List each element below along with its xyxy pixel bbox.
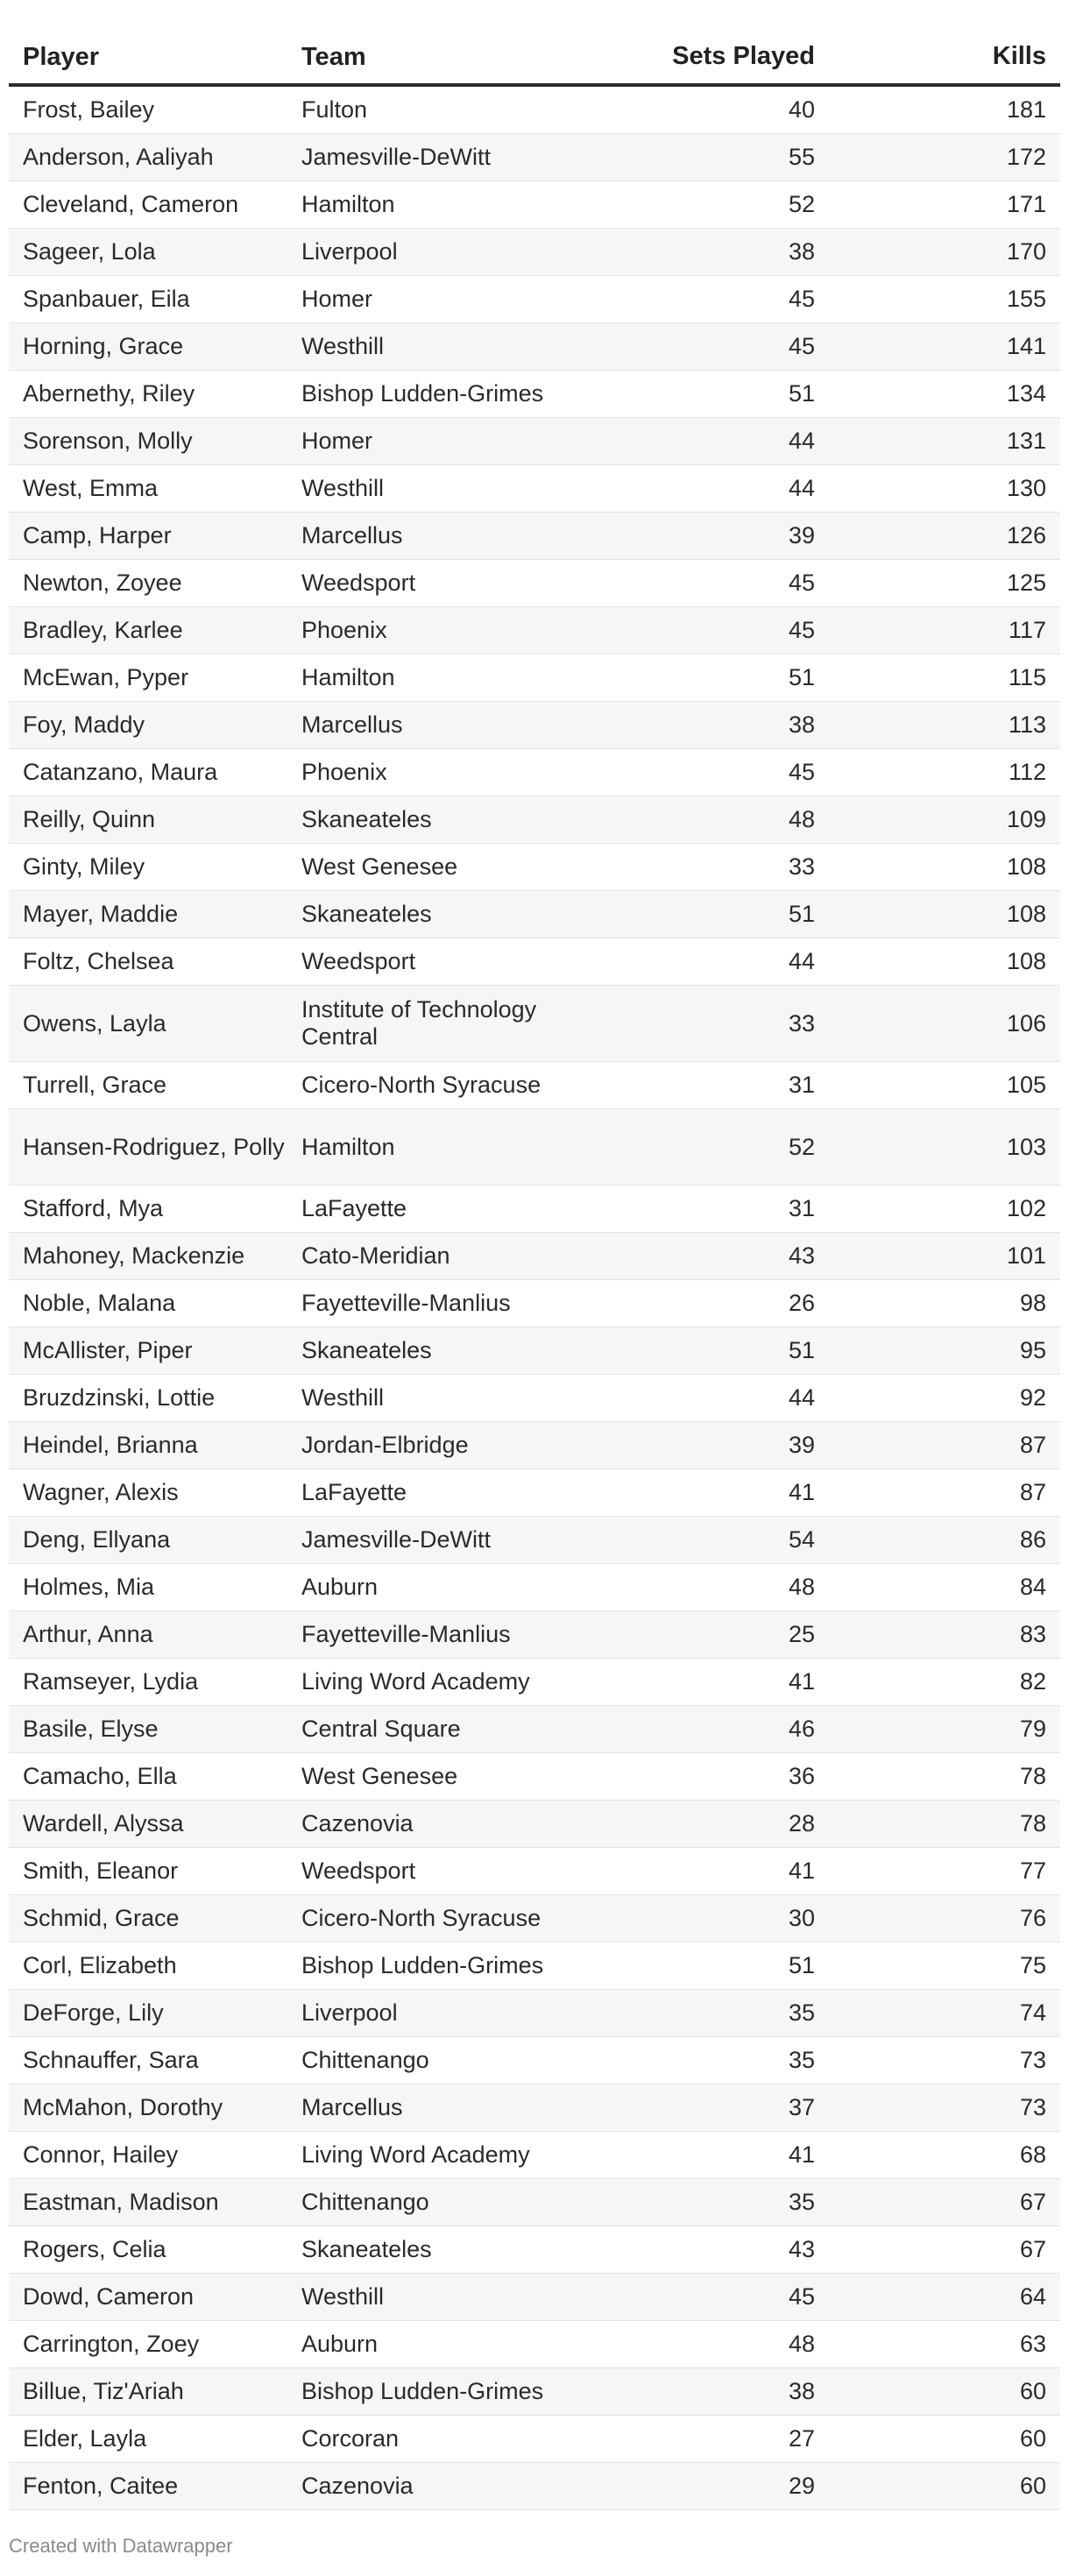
kills-cell: 77 <box>1019 1858 1046 1884</box>
table-row <box>9 229 1060 276</box>
sets-played-cell: 25 <box>788 1621 815 1647</box>
kills-cell: 75 <box>1019 1952 1046 1978</box>
team-cell: Living Word Academy <box>301 1668 530 1695</box>
sets-played-cell: 38 <box>788 238 815 265</box>
table-row <box>9 1564 1060 1611</box>
team-cell: Bishop Ludden-Grimes <box>301 2378 544 2404</box>
kills-cell: 73 <box>1019 2094 1046 2120</box>
sets-played-cell: 48 <box>788 2331 815 2357</box>
kills-cell: 82 <box>1019 1668 1046 1695</box>
table-row <box>9 1801 1060 1848</box>
player-cell: Reilly, Quinn <box>23 806 156 832</box>
sets-played-cell: 45 <box>788 333 815 359</box>
kills-cell: 78 <box>1019 1763 1046 1789</box>
sets-played-cell: 51 <box>788 1952 815 1978</box>
player-cell: Eastman, Madison <box>23 2189 219 2215</box>
table-row <box>9 1848 1060 1895</box>
team-cell: Skaneateles <box>301 2236 432 2262</box>
team-cell: Westhill <box>301 2283 385 2310</box>
player-cell: Dowd, Cameron <box>23 2283 195 2310</box>
sets-played-cell: 44 <box>788 1384 815 1411</box>
kills-cell: 92 <box>1019 1384 1046 1411</box>
team-cell: Cicero-North Syracuse <box>301 1072 542 1098</box>
table-row <box>9 938 1060 986</box>
team-cell: Hamilton <box>301 191 395 217</box>
player-cell: Wagner, Alexis <box>23 1479 179 1505</box>
table-row <box>9 702 1060 749</box>
table-row <box>9 1990 1060 2037</box>
team-cell: Jordan-Elbridge <box>301 1432 469 1458</box>
kills-cell: 63 <box>1019 2331 1046 2357</box>
table-row <box>9 986 1060 1062</box>
kills-cell: 60 <box>1019 2378 1046 2404</box>
team-cell: Bishop Ludden-Grimes <box>301 380 544 407</box>
sets-played-cell: 35 <box>788 2047 815 2073</box>
table-row <box>9 418 1060 465</box>
kills-cell: 172 <box>1006 144 1046 170</box>
column-header-kills: Kills <box>992 42 1046 70</box>
table-row <box>9 2179 1060 2226</box>
kills-cell: 171 <box>1006 191 1046 217</box>
table-row <box>9 2274 1060 2321</box>
sets-played-cell: 44 <box>788 428 815 454</box>
player-cell: Newton, Zoyee <box>23 570 182 596</box>
table-row <box>9 2132 1060 2179</box>
kills-cell: 141 <box>1006 333 1046 359</box>
kills-cell: 117 <box>1008 617 1046 643</box>
player-cell: Horning, Grace <box>23 333 184 359</box>
kills-cell: 134 <box>1006 380 1046 407</box>
table-row <box>9 607 1060 655</box>
table-row <box>9 2368 1060 2416</box>
team-cell: Hamilton <box>301 664 395 690</box>
player-cell: Anderson, Aaliyah <box>23 144 214 170</box>
team-cell: Skaneateles <box>301 806 432 832</box>
team-cell: Skaneateles <box>301 1337 432 1363</box>
kills-cell: 95 <box>1019 1337 1046 1363</box>
sets-played-cell: 46 <box>788 1716 815 1742</box>
table-row <box>9 2463 1060 2510</box>
player-cell: Schnauffer, Sara <box>23 2047 199 2073</box>
table-row <box>9 1233 1060 1280</box>
column-header-sets-played: Sets Played <box>672 42 815 70</box>
kills-cell: 108 <box>1006 901 1046 927</box>
column-header-team: Team <box>301 43 366 71</box>
table-row <box>9 891 1060 938</box>
sets-played-cell: 45 <box>788 617 815 643</box>
column-header-player: Player <box>23 43 100 71</box>
table-row <box>9 371 1060 418</box>
player-cell: Ginty, Miley <box>23 853 145 880</box>
table-row <box>9 1327 1060 1375</box>
sets-played-cell: 45 <box>788 2283 815 2310</box>
kills-cell: 105 <box>1006 1072 1046 1098</box>
table-row <box>9 844 1060 891</box>
sets-played-cell: 45 <box>788 759 815 785</box>
table-row <box>9 1280 1060 1327</box>
table-row <box>9 1943 1060 1990</box>
team-cell: Weedsport <box>301 570 416 596</box>
player-cell: Sageer, Lola <box>23 238 156 265</box>
team-cell: Fayetteville-Manlius <box>301 1621 511 1647</box>
sets-played-cell: 40 <box>788 96 815 123</box>
team-cell: Weedsport <box>301 1858 416 1884</box>
player-cell: McEwan, Pyper <box>23 664 189 690</box>
player-cell: Corl, Elizabeth <box>23 1952 177 1978</box>
sets-played-cell: 41 <box>788 2141 815 2168</box>
player-cell: Camacho, Ella <box>23 1763 177 1789</box>
team-cell: Phoenix <box>301 759 387 785</box>
kills-cell: 131 <box>1006 428 1046 454</box>
team-cell: Cato-Meridian <box>301 1242 450 1269</box>
kills-cell: 67 <box>1019 2189 1046 2215</box>
table-row <box>9 2037 1060 2084</box>
sets-played-cell: 54 <box>788 1526 815 1553</box>
kills-cell: 98 <box>1019 1290 1046 1316</box>
sets-played-cell: 51 <box>788 380 815 407</box>
table-row <box>9 1185 1060 1233</box>
player-cell: Rogers, Celia <box>23 2236 166 2262</box>
sets-played-cell: 41 <box>788 1479 815 1505</box>
kills-cell: 67 <box>1019 2236 1046 2262</box>
kills-cell: 101 <box>1006 1242 1046 1269</box>
kills-cell: 115 <box>1008 664 1046 690</box>
team-cell: Jamesville-DeWitt <box>301 1526 492 1553</box>
table-row <box>9 2416 1060 2463</box>
data-table <box>9 19 1060 2510</box>
player-cell: Hansen-Rodriguez, Polly <box>23 1133 285 1160</box>
kills-cell: 170 <box>1006 238 1046 265</box>
kills-cell: 64 <box>1019 2283 1046 2310</box>
table-row <box>9 323 1060 371</box>
team-cell: Marcellus <box>301 711 403 738</box>
sets-played-cell: 35 <box>788 2189 815 2215</box>
sets-played-cell: 29 <box>788 2473 815 2499</box>
sets-played-cell: 27 <box>788 2425 815 2452</box>
kills-cell: 125 <box>1006 570 1046 596</box>
sets-played-cell: 43 <box>788 2236 815 2262</box>
team-cell: LaFayette <box>301 1479 407 1505</box>
table-row <box>9 2084 1060 2132</box>
player-cell: Owens, Layla <box>23 1009 166 1037</box>
sets-played-cell: 55 <box>788 144 815 170</box>
team-cell: Fulton <box>301 96 368 123</box>
sets-played-cell: 28 <box>788 1810 815 1836</box>
kills-cell: 84 <box>1019 1574 1046 1600</box>
table-row <box>9 749 1060 796</box>
kills-cell: 109 <box>1006 806 1046 832</box>
team-cell: Cazenovia <box>301 2473 414 2499</box>
player-cell: Smith, Eleanor <box>23 1858 179 1884</box>
team-cell: Chittenango <box>301 2047 429 2073</box>
table-row <box>9 2226 1060 2274</box>
player-cell: Spanbauer, Eila <box>23 286 190 312</box>
sets-played-cell: 52 <box>788 1133 815 1160</box>
sets-played-cell: 39 <box>788 1432 815 1458</box>
kills-cell: 76 <box>1019 1905 1046 1931</box>
kills-cell: 87 <box>1019 1432 1046 1458</box>
player-cell: McAllister, Piper <box>23 1337 193 1363</box>
team-cell: Liverpool <box>301 1999 398 2026</box>
player-cell: Connor, Hailey <box>23 2141 179 2168</box>
sets-played-cell: 35 <box>788 1999 815 2026</box>
player-cell: Deng, Ellyana <box>23 1526 171 1553</box>
player-cell: Camp, Harper <box>23 522 172 548</box>
player-cell: Bruzdzinski, Lottie <box>23 1384 216 1411</box>
team-cell: LaFayette <box>301 1195 407 1221</box>
table-row <box>9 1517 1060 1564</box>
kills-cell: 60 <box>1019 2473 1046 2499</box>
kills-cell: 86 <box>1019 1526 1046 1553</box>
team-cell: Weedsport <box>301 948 416 974</box>
team-cell: Liverpool <box>301 238 398 265</box>
kills-cell: 87 <box>1019 1479 1046 1505</box>
sets-played-cell: 37 <box>788 2094 815 2120</box>
kills-cell: 78 <box>1019 1810 1046 1836</box>
kills-cell: 106 <box>1006 1009 1046 1037</box>
table-row <box>9 560 1060 607</box>
kills-cell: 112 <box>1008 759 1046 785</box>
player-cell: Turrell, Grace <box>23 1072 167 1098</box>
sets-played-cell: 44 <box>788 475 815 501</box>
player-cell: Elder, Layla <box>23 2425 147 2452</box>
team-cell: Corcoran <box>301 2425 400 2452</box>
player-cell: Billue, Tiz'Ariah <box>23 2378 184 2404</box>
kills-cell: 73 <box>1019 2047 1046 2073</box>
player-cell: DeForge, Lily <box>23 1999 164 2026</box>
player-cell: West, Emma <box>23 475 159 501</box>
team-cell: Westhill <box>301 475 385 501</box>
sets-played-cell: 51 <box>788 1337 815 1363</box>
table-row <box>9 276 1060 323</box>
kills-cell: 68 <box>1019 2141 1046 2168</box>
player-cell: Catanzano, Maura <box>23 759 218 785</box>
player-cell: Mayer, Maddie <box>23 901 179 927</box>
footer-credit: Created with Datawrapper <box>9 2535 233 2557</box>
kills-cell: 103 <box>1006 1133 1046 1160</box>
team-cell: Marcellus <box>301 522 403 548</box>
table-row <box>9 1753 1060 1801</box>
sets-played-cell: 36 <box>788 1763 815 1789</box>
player-cell: Fenton, Caitee <box>23 2473 179 2499</box>
team-cell: Institute of Technology Central <box>301 996 537 1050</box>
sets-played-cell: 31 <box>788 1072 815 1098</box>
table-row <box>9 87 1060 134</box>
kills-cell: 181 <box>1006 96 1046 123</box>
sets-played-cell: 51 <box>788 901 815 927</box>
player-cell: Mahoney, Mackenzie <box>23 1242 245 1269</box>
team-cell: Jamesville-DeWitt <box>301 144 492 170</box>
player-cell: Wardell, Alyssa <box>23 1810 184 1836</box>
kills-cell: 113 <box>1008 711 1046 738</box>
team-cell: Westhill <box>301 333 385 359</box>
table-row <box>9 1109 1060 1185</box>
team-cell: Phoenix <box>301 617 387 643</box>
player-cell: McMahon, Dorothy <box>23 2094 223 2120</box>
sets-played-cell: 30 <box>788 1905 815 1931</box>
sets-played-cell: 38 <box>788 2378 815 2404</box>
sets-played-cell: 41 <box>788 1668 815 1695</box>
table-row <box>9 1659 1060 1706</box>
kills-cell: 130 <box>1006 475 1046 501</box>
sets-played-cell: 44 <box>788 948 815 974</box>
sets-played-cell: 33 <box>788 1009 815 1037</box>
team-cell: Chittenango <box>301 2189 429 2215</box>
kills-cell: 102 <box>1006 1195 1046 1221</box>
sets-played-cell: 41 <box>788 1858 815 1884</box>
table-row <box>9 796 1060 844</box>
player-cell: Arthur, Anna <box>23 1621 153 1647</box>
player-cell: Holmes, Mia <box>23 1574 155 1600</box>
table-row <box>9 1375 1060 1422</box>
team-cell: West Genesee <box>301 853 458 880</box>
team-cell: Homer <box>301 286 373 312</box>
team-cell: Central Square <box>301 1716 461 1742</box>
team-cell: Cazenovia <box>301 1810 414 1836</box>
team-cell: Skaneateles <box>301 901 432 927</box>
team-cell: Auburn <box>301 2331 379 2357</box>
sets-played-cell: 26 <box>788 1290 815 1316</box>
player-cell: Bradley, Karlee <box>23 617 183 643</box>
kills-cell: 60 <box>1019 2425 1046 2452</box>
player-cell: Carrington, Zoey <box>23 2331 200 2357</box>
table-row <box>9 465 1060 513</box>
sets-played-cell: 45 <box>788 286 815 312</box>
table-row <box>9 1062 1060 1109</box>
kills-cell: 83 <box>1019 1621 1046 1647</box>
team-cell: Living Word Academy <box>301 2141 530 2168</box>
sets-played-cell: 43 <box>788 1242 815 1269</box>
team-cell: West Genesee <box>301 1763 458 1789</box>
kills-cell: 108 <box>1006 948 1046 974</box>
player-cell: Frost, Bailey <box>23 96 155 123</box>
kills-cell: 155 <box>1006 286 1046 312</box>
player-cell: Heindel, Brianna <box>23 1432 198 1458</box>
team-cell: Auburn <box>301 1574 379 1600</box>
team-cell: Hamilton <box>301 1133 395 1160</box>
table-body <box>9 87 1060 2510</box>
player-cell: Basile, Elyse <box>23 1716 159 1742</box>
team-cell: Fayetteville-Manlius <box>301 1290 511 1316</box>
kills-cell: 126 <box>1006 522 1046 548</box>
table-row <box>9 134 1060 181</box>
player-cell: Foy, Maddy <box>23 711 145 738</box>
table-row <box>9 1611 1060 1659</box>
player-cell: Cleveland, Cameron <box>23 191 239 217</box>
team-cell: Marcellus <box>301 2094 403 2120</box>
player-cell: Schmid, Grace <box>23 1905 180 1931</box>
table-row <box>9 1422 1060 1469</box>
kills-cell: 74 <box>1019 1999 1046 2026</box>
team-cell: Bishop Ludden-Grimes <box>301 1952 544 1978</box>
sets-played-cell: 48 <box>788 806 815 832</box>
table-row <box>9 1469 1060 1517</box>
table-row <box>9 1706 1060 1753</box>
team-cell: Homer <box>301 428 373 454</box>
sets-played-cell: 38 <box>788 711 815 738</box>
sets-played-cell: 48 <box>788 1574 815 1600</box>
table-header <box>9 19 1060 87</box>
player-cell: Ramseyer, Lydia <box>23 1668 199 1695</box>
player-cell: Foltz, Chelsea <box>23 948 174 974</box>
sets-played-cell: 52 <box>788 191 815 217</box>
team-cell: Cicero-North Syracuse <box>301 1905 542 1931</box>
player-cell: Noble, Malana <box>23 1290 176 1316</box>
team-cell: Westhill <box>301 1384 385 1411</box>
table-row <box>9 1895 1060 1943</box>
player-cell: Stafford, Mya <box>23 1195 164 1221</box>
table-row <box>9 181 1060 229</box>
kills-cell: 108 <box>1006 853 1046 880</box>
sets-played-cell: 33 <box>788 853 815 880</box>
player-cell: Sorenson, Molly <box>23 428 193 454</box>
sets-played-cell: 45 <box>788 570 815 596</box>
table-row <box>9 655 1060 702</box>
table-row <box>9 513 1060 560</box>
sets-played-cell: 51 <box>788 664 815 690</box>
sets-played-cell: 39 <box>788 522 815 548</box>
kills-cell: 79 <box>1019 1716 1046 1742</box>
sets-played-cell: 31 <box>788 1195 815 1221</box>
player-cell: Abernethy, Riley <box>23 380 195 407</box>
table-row <box>9 2321 1060 2368</box>
